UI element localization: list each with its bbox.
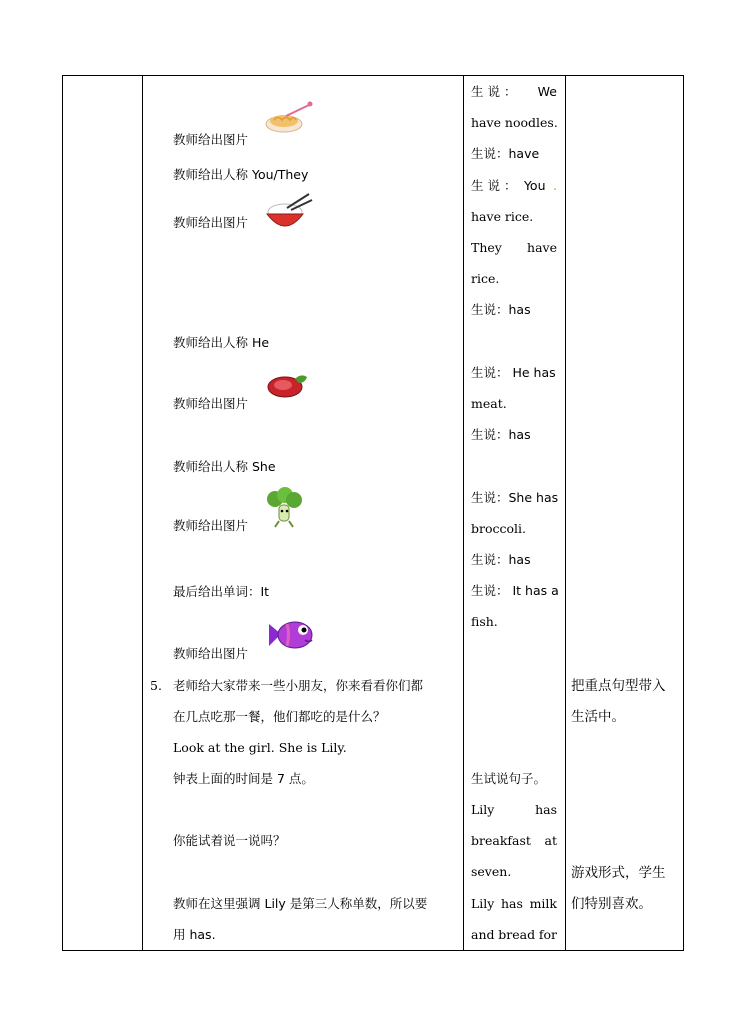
design-intent-column [566,76,684,951]
student-line: 生说：has [471,302,531,317]
teacher-line: 教师给出图片 [173,646,249,661]
student-line: broccoli. [471,521,526,536]
student-line: have rice. [471,209,534,224]
student-activity-column [464,76,566,951]
student-line: Lily has milk [471,896,557,911]
teacher-line: 教师给出人称 She [173,459,276,474]
noodles-icon [264,100,314,134]
meat-icon [265,369,311,401]
student-line: They have [471,240,557,255]
design-line: 游戏形式，学生 [571,865,666,881]
student-line: rice. [471,271,500,286]
student-line: meat. [471,396,507,411]
teacher-line: 你能试着说一说吗？ [173,833,286,848]
student-line: Lily has [471,802,557,817]
design-line: 生活中。 [571,709,625,725]
teacher-line: 教师给出人称 He [173,335,270,350]
step-number: 5. [150,678,162,693]
teacher-line: 钟表上面的时间是 7 点。 [173,771,314,786]
student-line: breakfast at [471,833,557,848]
student-line: 生说：has [471,427,531,442]
teacher-line: 教师给出图片 [173,132,249,147]
teacher-line: 教师给出图片 [173,396,249,411]
student-line: 生 说 ： We [471,84,557,99]
student-line: 生说：has [471,552,531,567]
student-line: seven. [471,864,512,879]
student-line: have noodles. [471,115,558,130]
teacher-line: 最后给出单词：It [173,584,270,599]
design-line: 把重点句型带入 [571,678,666,694]
lesson-table [62,75,684,951]
broccoli-icon [263,487,305,531]
teacher-activity-column [143,76,464,951]
teacher-line: 老师给大家带来一些小朋友，你来看看你们都 [173,678,424,693]
student-line: 生说： It has a [471,583,559,598]
student-line: 生试说句子。 [471,771,547,786]
rice-bowl-icon [263,192,313,234]
fish-icon [263,612,319,658]
student-line: 生说：have [471,146,540,161]
student-line: 生说：She has [471,490,559,505]
teacher-line: 教师给出人称 You/They [173,167,309,182]
teacher-line: 在几点吃那一餐，他们都吃的是什么？ [173,709,386,724]
teacher-line: 用 has. [173,927,216,942]
design-line: 们特别喜欢。 [571,896,652,912]
teacher-line: 教师给出图片 [173,518,249,533]
empty-first-column [63,76,143,951]
student-line: 生说： He has [471,365,556,380]
student-line: 生 说 ： You . [471,178,557,193]
student-line: and bread for [471,927,557,942]
student-line: fish. [471,614,498,629]
teacher-line: 教师在这里强调 Lily 是第三人称单数，所以要 [173,896,428,911]
teacher-line: Look at the girl. She is Lily. [173,740,347,755]
teacher-line: 教师给出图片 [173,215,249,230]
